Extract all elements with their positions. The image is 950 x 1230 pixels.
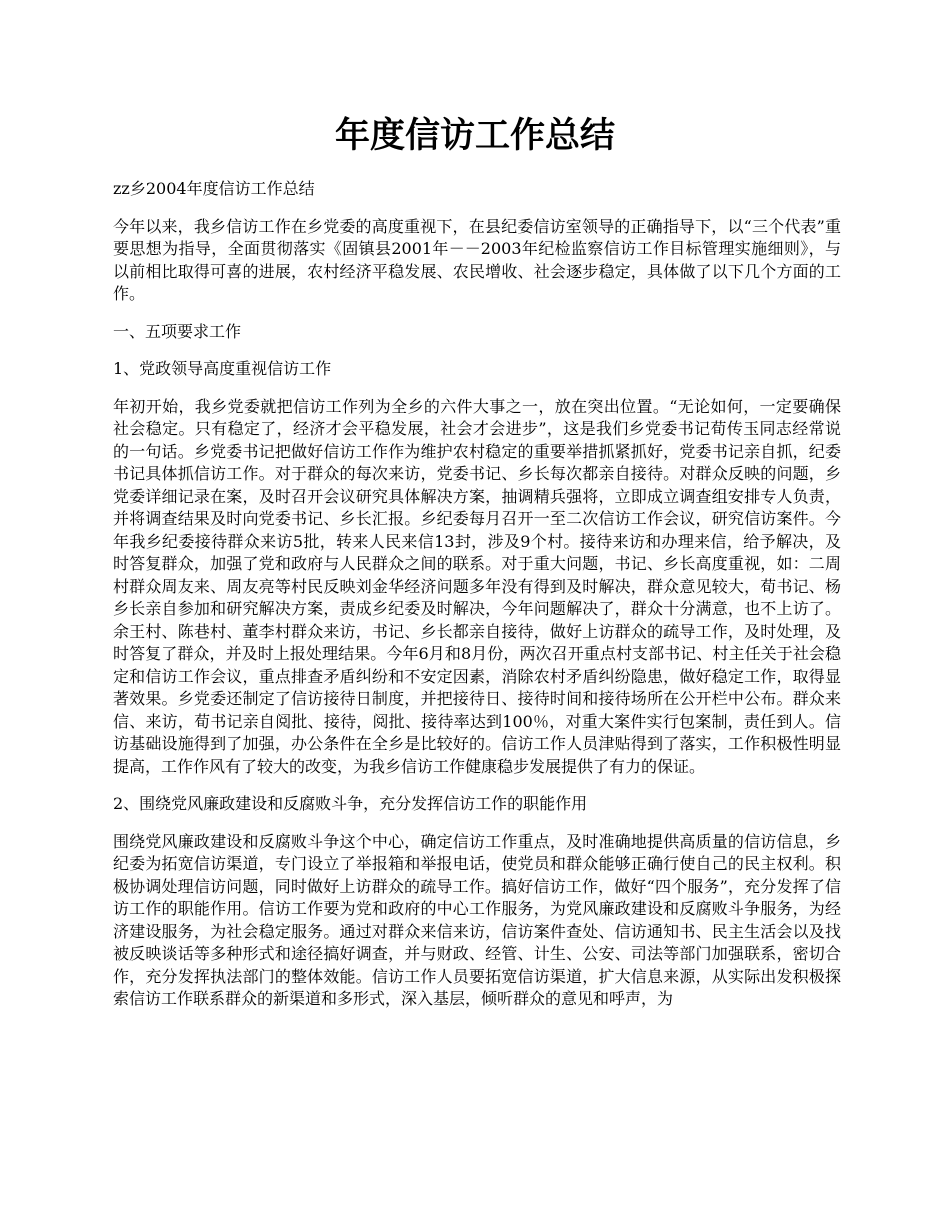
subsection-body-1: 年初开始，我乡党委就把信访工作列为全乡的六件大事之一，放在突出位置。“无论如何，一定要确保社会稳定。只有稳定了，经济才会平稳发展，社会才会进步”，这是我们乡党委书记荀传玉同志经常说的一句话。乡党委书记把做好信访工作作为维护农村稳定的重要举措抓紧抓好，党委书记亲自抓，纪委书记具体抓信访工作。对于群众的每次来访，党委书记、乡长每次都亲自接待。对群众反映的问题，乡党委详细记录在案，及时召开会议研究具体解决方案，抽调精兵强将，立即成立调查组安排专人负责，并将调查结果及时向党委书记、乡长汇报。乡纪委每月召开一至二次信访工作会议，研究信访案件。今年我乡纪委接待群众来访5批，转来人民来信13封，涉及9个村。接待来访和办理来信，给予解决，及时答复群众，加强了党和政府与人民群众之间的联系。对于重大问题，书记、乡长高度重视，如：二周村群众周友来、周友亮等村民反映刘金华经济问题多年没有得到及时解决，群众意见较大，荀书记、杨乡长亲自参加和研究解决方案，责成乡纪委及时解决，今年问题解决了，群众十分满意，也不上访了。余王村、陈巷村、董李村群众来访，书记、乡长都亲自接待，做好上访群众的疏导工作，及时处理，及时答复了群众，并及时上报处理结果。今年6月和8月份，两次召开重点村支部书记、村主任关于社会稳定和信访工作会议，重点排查矛盾纠纷和不安定因素，消除农村矛盾纠纷隐患，做好稳定工作，取得显著效果。乡党委还制定了信访接待日制度，并把接待日、接待时间和接待场所在公开栏中公布。群众来信、来访，荀书记亲自阅批、接待，阅批、接待率达到100％，对重大案件实行包案制，责任到人。信访基础设施得到了加强，办公条件在全乡是比较好的。信访工作人员津贴得到了落实，工作积极性明显提高，工作作风有了较大的改变，为我乡信访工作健康稳步发展提供了有力的保证。 bbox=[113, 396, 841, 776]
section-heading-1: 一、五项要求工作 bbox=[113, 321, 242, 341]
intro-paragraph: 今年以来，我乡信访工作在乡党委的高度重视下，在县纪委信访室领导的正确指导下，以“三个代表”重要思想为指导，全面贯彻落实《固镇县2001年－－2003年纪检监察信访工作目标管理实施细则》，与以前相比取得可喜的进展，农村经济平稳发展、农民增收、社会逐步稳定，具体做了以下几个方面的工作。 bbox=[113, 216, 841, 303]
subsection-heading-1: 1、党政领导高度重视信访工作 bbox=[113, 359, 332, 378]
document-subtitle: zz乡2004年度信访工作总结 bbox=[113, 179, 315, 198]
subsection-heading-2: 2、围绕党风廉政建设和反腐败斗争，充分发挥信访工作的职能作用 bbox=[113, 794, 588, 813]
subsection-body-2: 围绕党风廉政建设和反腐败斗争这个中心，确定信访工作重点，及时准确地提供高质量的信访信息，乡纪委为拓宽信访渠道，专门设立了举报箱和举报电话，使党员和群众能够正确行使自己的民主权利。积极协调处理信访问题，同时做好上访群众的疏导工作。搞好信访工作，做好“四个服务”，充分发挥了信访工作的职能作用。信访工作要为党和政府的中心工作服务，为党风廉政建设和反腐败斗争服务，为经济建设服务，为社会稳定服务。通过对群众来信来访，信访案件查处、信访通知书、民主生活会以及找被反映谈话等多种形式和途径搞好调查，并与财政、经管、计生、公安、司法等部门加强联系，密切合作，充分发挥执法部门的整体效能。信访工作人员要拓宽信访渠道，扩大信息来源，从实际出发积极探索信访工作联系群众的新渠道和多形式，深入基层，倾听群众的意见和呼声，为 bbox=[113, 831, 841, 1008]
document-body bbox=[113, 178, 841, 1026]
document-title: 年度信访工作总结 bbox=[334, 115, 615, 156]
